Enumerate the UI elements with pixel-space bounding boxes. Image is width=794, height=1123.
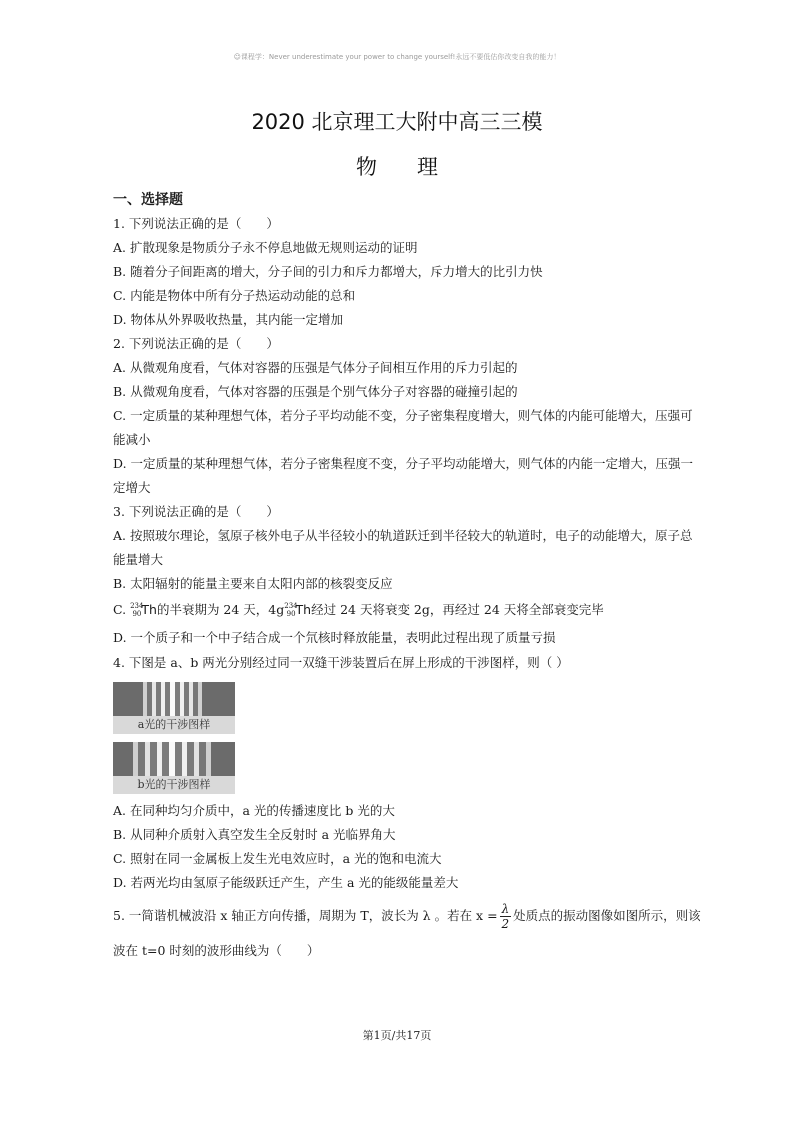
q3-option-c [113,602,604,620]
fraction-numerator: λ [501,902,510,916]
q4-option-c: C. 照射在同一金属板上发生光电效应时，a 光的饱和电流大 [113,851,442,866]
q1-stem: 1. 下列说法正确的是（ ） [113,216,279,231]
q5-stem [113,899,701,933]
q3-c-prefix: C. [113,602,127,617]
thorium-mass-number-2: 234 [284,602,298,610]
q2-stem: 2. 下列说法正确的是（ ） [113,336,279,351]
page-footer: 第1页/共17页 [362,1029,432,1042]
q1-option-a: A. 扩散现象是物质分子永不停息地做无规则运动的证明 [113,240,418,255]
q4-option-a: A. 在同种均匀介质中，a 光的传播速度比 b 光的大 [113,803,395,818]
q3-stem: 3. 下列说法正确的是（ ） [113,504,279,519]
q4-option-b: B. 从同种介质射入真空发生全反射时 a 光临界角大 [113,827,396,842]
q2-option-b: B. 从微观角度看，气体对容器的压强是个别气体分子对容器的碰撞引起的 [113,384,518,399]
fraction-denominator: 2 [501,917,510,931]
q4-option-d: D. 若两光均由氢原子能级跃迁产生，产生 a 光的能级能量差大 [113,875,459,890]
thorium-atomic-number: 90 [132,610,142,618]
q3-option-b: B. 太阳辐射的能量主要来自太阳内部的核裂变反应 [113,576,393,591]
q2-option-d-cont: 定增大 [113,480,151,495]
q2-option-a: A. 从微观角度看，气体对容器的压强是气体分子间相互作用的斥力引起的 [113,360,518,375]
q2-option-c-cont: 能减小 [113,432,151,447]
q5-text-2: 处质点的振动图像如图所示，则该 [513,908,701,923]
thorium-atomic-number-2: 90 [286,610,296,618]
q2-option-d: D. 一定质量的某种理想气体，若分子密集程度不变，分子平均动能增大，则气体的内能一定增大，压强一 [113,456,694,471]
q5-text-1: 5. 一简谐机械波沿 x 轴正方向传播，周期为 T，波长为 λ 。若在 x = [113,908,498,923]
q3-option-a: A. 按照玻尔理论，氢原子核外电子从半径较小的轨道跃迁到半径较大的轨道时，电子的动能增大，原子总 [113,528,693,543]
fringe-pattern-b [113,742,235,776]
caption-a: a光的干涉图样 [113,716,235,734]
q1-option-d: D. 物体从外界吸收热量，其内能一定增加 [113,312,344,327]
watermark: ☺课程学：Never underestimate your power to change yourself!永远不要低估你改变自我的能力！ [233,53,561,61]
thorium-symbol-2: Th [295,602,312,617]
q3-option-d: D. 一个质子和一个中子结合成一个氘核时释放能量，表明此过程出现了质量亏损 [113,630,556,645]
q3-c-text-2: 经过 24 天将衰变 2g，再经过 24 天将全部衰变完毕 [311,602,604,617]
q4-stem: 4. 下图是 a、b 两光分别经过同一双缝干涉装置后在屏上形成的干涉图样，则（ ） [113,655,569,670]
thorium-mass-number: 234 [130,602,144,610]
figure-b-interference [113,742,235,794]
section-heading: 一、选择题 [113,192,183,208]
q3-option-a-cont: 能量增大 [113,552,164,567]
q1-option-c: C. 内能是物体中所有分子热运动动能的总和 [113,288,356,303]
fringe-pattern-a [113,682,235,716]
q1-option-b: B. 随着分子间距离的增大，分子间的引力和斥力都增大，斥力增大的比引力快 [113,264,543,279]
caption-b: b光的干涉图样 [113,776,235,794]
lambda-over-two-fraction [500,902,512,931]
figure-a-interference [113,682,235,734]
q3-c-text-1: 的半衰期为 24 天，4g [156,602,285,617]
q2-option-c: C. 一定质量的某种理想气体，若分子平均动能不变，分子密集程度增大，则气体的内能可能增大，压强可 [113,408,693,423]
q5-stem-cont: 波在 t=0 时刻的波形曲线为（ ） [113,943,320,958]
subject-title: 物理 [356,155,478,179]
page-title: 2020 北京理工大附中高三三模 [251,110,543,134]
thorium-symbol: Th [141,602,157,617]
